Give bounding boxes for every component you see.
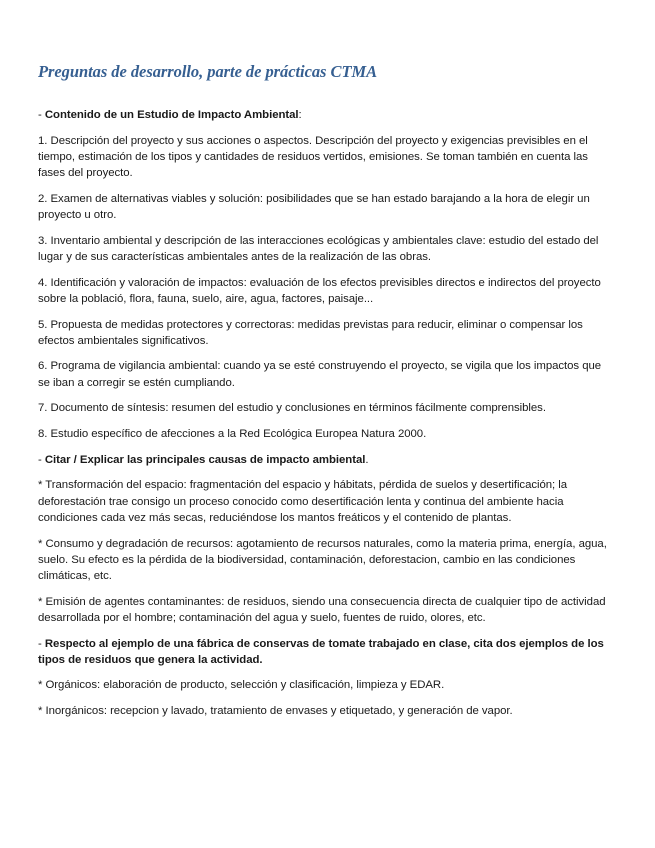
list-item: 3. Inventario ambiental y descripción de las interacciones ecológicas y ambientales clave: estudio del estado del lugar y de sus características ambientales antes de la realización de las obras.: [38, 234, 599, 263]
list-item: 1. Descripción del proyecto y sus acciones o aspectos. Descripción del proyecto y exigencias previsibles en el tiempo, estimación de los tipos y cantidades de residuos vertidos, emisiones. Se toman también en cuenta las fases del proyecto.: [38, 134, 588, 180]
list-item: * Emisión de agentes contaminantes: de residuos, siendo una consecuencia directa de cualquier tipo de actividad desarrollada por el hombre; contaminación del agua y suelo, fuentes de ruido, olores, etc.: [38, 595, 606, 624]
list-item: * Transformación del espacio: fragmentación del espacio y hábitats, pérdida de suelos y desertificación; la deforestación trae consigo un proceso conocido como desertificación lenta y continua del ambiente hacia condiciones cada vez más secas, reduciéndose los mantos freáticos y el contenido de plantas.: [38, 479, 568, 524]
heading-text: Contenido de un Estudio de Impacto Ambiental: [44, 109, 299, 121]
list-item: 7. Documento de síntesis: resumen del estudio y conclusiones en términos fácilmente comprensibles.: [38, 402, 546, 415]
list-item: 5. Propuesta de medidas protectores y correctoras: medidas previstas para reducir, eliminar o compensar los efectos ambientales significativos.: [38, 318, 583, 347]
list-item: 6. Programa de vigilancia ambiental: cuando ya se esté construyendo el proyecto, se vigila que los impactos que se iban a corregir se estén cumpliando.: [38, 360, 602, 389]
list-item: * Orgánicos: elaboración de producto, selección y clasificación, limpieza y EDAR.: [38, 679, 445, 692]
section-heading-contenido: [38, 107, 616, 123]
list-item: 2. Examen de alternativas viables y solución: posibilidades que se han estado barajando a la hora de elegir un proyecto u otro.: [38, 192, 590, 222]
list-item: * Inorgánicos: recepcion y lavado, tratamiento de envases y etiquetado, y generación de vapor.: [38, 705, 513, 718]
list-item: 4. Identificación y valoración de impactos: evaluación de los efectos previsibles directos e indirectos del proyecto sobre la població, flora, fauna, suelo, aire, agua, factores, paisaje...: [38, 276, 601, 305]
heading-prefix: -: [38, 453, 45, 466]
document-title: Preguntas de desarrollo, parte de prácticas CTMA: [38, 62, 378, 81]
list-item: * Consumo y degradación de recursos: agotamiento de recursos naturales, como la materia prima, energía, agua, suelo. Su efecto es la pérdida de la biodiversidad, contaminación, deforestacion, cambio en las condiciones climáticas, etc.: [38, 537, 607, 582]
heading-text: Respecto al ejemplo de una fábrica de conservas de tomate trabajado en clase, cita dos ejemplos de los tipos de residuos que genera la actividad.: [38, 637, 604, 666]
heading-prefix: -: [38, 109, 45, 121]
section-heading-residuos: [38, 636, 616, 668]
heading-prefix: -: [38, 637, 45, 650]
list-item: 8. Estudio específico de afecciones a la Red Ecológica Europea Natura 2000.: [38, 428, 427, 441]
heading-text: Citar / Explicar las principales causas de impacto ambiental: [44, 453, 366, 466]
document-page: [38, 62, 616, 729]
heading-suffix: .: [365, 453, 369, 466]
heading-suffix: :: [298, 109, 302, 121]
section-heading-causas: [38, 452, 616, 468]
